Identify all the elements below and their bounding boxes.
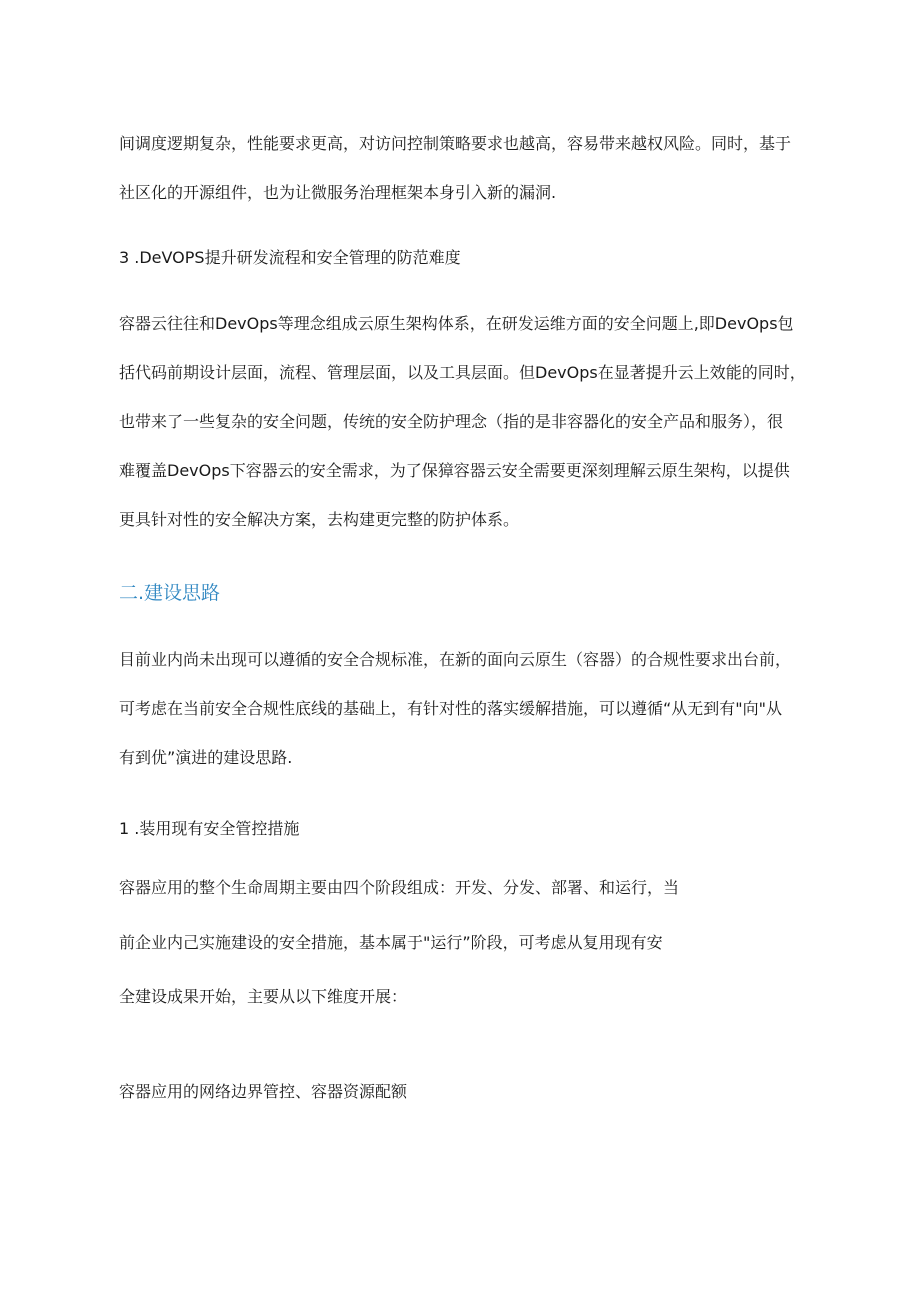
paragraph-line: 目前业内尚未出现可以遵循的安全合规标准，在新的面向云原生（容器）的合规性要求出台前， (119, 650, 792, 669)
subheading-devops: 3 .DeVOPS提升研发流程和安全管理的防范难度 (119, 248, 461, 267)
paragraph-line: 更具针对性的安全解决方案，去构建更完整的防护体系。 (119, 510, 520, 529)
paragraph-line: 间调度逻期复杂，性能要求更高，对访问控制策略要求也越高，容易带来越权风险。同时，基于 (119, 134, 792, 153)
paragraph-line: 难覆盖DevOps下容器云的安全需求，为了保獐容器云安全需要更深刻理解云原生架构，以提供 (119, 461, 790, 480)
paragraph-line: 有到优”演进的建设思路. (119, 748, 293, 767)
paragraph-line: 括代码前期设计层面，流程、管理层面，以及工具层面。但DevOps在显著提升云上效能的同时， (119, 363, 806, 382)
paragraph-line: 可考虑在当前安全合规性底线的基础上，有针对性的落实缓解措施，可以遵循“从无到有"向"从 (119, 699, 783, 718)
paragraph-line: 容器云往往和DevOps等理念组成云原生架构体系，在研发运维方面的安全问题上,即DevOps包 (119, 314, 794, 333)
paragraph-line: 也带来了一些复杂的安全问题，传统的安全防护理念（指的是非容器化的安全产品和服务），很 (119, 412, 784, 431)
paragraph-line: 前企业内己实施建设的安全措施，基本属于"运行”阶段，可考虑从复用现有安 (119, 933, 663, 952)
section-title: 二.建设思路 (119, 582, 221, 604)
paragraph-line: 容器应用的整个生命周期主要由四个阶段组成：开发、分发、部署、和运行，当 (119, 878, 680, 897)
subheading-reuse: 1 .装用现有安全管控措施 (119, 819, 300, 838)
list-item: 容器应用的网络边界管控、容器资源配额 (119, 1082, 408, 1101)
paragraph-line: 社区化的开源组件，也为让微服务治理框架本身引入新的漏洞. (119, 183, 557, 202)
paragraph-line: 全建设成果开始，主要从以下维度开展： (119, 987, 408, 1006)
